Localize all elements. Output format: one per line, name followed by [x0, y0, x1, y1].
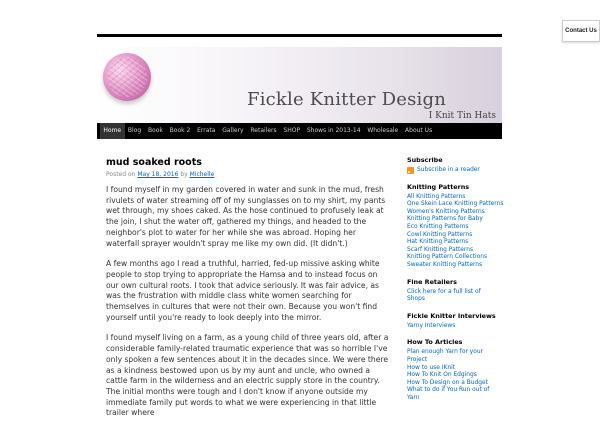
pattern-link[interactable]: Knitting Patterns for Baby	[407, 216, 483, 223]
subscribe-row	[407, 167, 502, 175]
post-meta	[106, 171, 391, 178]
interviews-heading: Fickle Knitter Interviews	[407, 311, 496, 320]
howto-link[interactable]: How to use IKnit	[407, 364, 456, 371]
pattern-link[interactable]: Eco Knitting Patterns	[407, 223, 469, 230]
nav-errata[interactable]: Errata	[197, 127, 216, 134]
nav-blog[interactable]: Blog	[127, 127, 142, 134]
sidebar	[407, 156, 502, 410]
site-header[interactable]	[97, 47, 502, 123]
retailers-heading: Fine Retailers	[407, 277, 457, 286]
post-content	[106, 157, 391, 429]
subscribe-widget	[407, 156, 502, 175]
nav-wholesale[interactable]: Wholesale	[367, 127, 399, 134]
pattern-link[interactable]: Hat Knitting Patterns	[407, 239, 469, 246]
pattern-link[interactable]: Sweater Knitting Patterns	[407, 261, 483, 268]
post-entry	[106, 185, 391, 419]
by-label: by	[180, 171, 188, 178]
pattern-link[interactable]: Cowl Knitting Patterns	[407, 231, 473, 238]
howto-link[interactable]: How To Knit On Edgings	[407, 372, 477, 379]
nav-book-2[interactable]: Book 2	[169, 127, 191, 134]
howto-link[interactable]: How To Design on a Budget	[407, 379, 488, 386]
top-rule	[97, 34, 502, 37]
patterns-heading: Knitting Patterns	[407, 182, 470, 191]
nav-shows[interactable]: Shows in 2013-14	[306, 127, 361, 134]
retailers-widget	[407, 278, 502, 304]
subscribe-link[interactable]: Subscribe in a reader	[417, 167, 480, 173]
post-date-link[interactable]: May 18, 2016	[137, 171, 179, 178]
howto-link[interactable]: What to do if You Run out of	[407, 387, 490, 394]
patterns-widget	[407, 183, 502, 270]
rss-icon[interactable]	[407, 167, 414, 174]
main-nav	[97, 123, 502, 139]
retailers-link[interactable]: Shops	[407, 296, 425, 303]
pattern-link[interactable]: Knitting Pattern Collections	[407, 254, 488, 261]
interviews-link[interactable]: Yarny Interviews	[407, 322, 456, 329]
howto-link[interactable]: Yarn	[407, 394, 420, 401]
howto-link[interactable]: Plan enough Yarn for your	[407, 349, 483, 356]
yarn-ball-image	[103, 53, 151, 101]
posted-on-label: Posted on	[106, 171, 136, 178]
retailers-link[interactable]: Click here for a full list of	[407, 288, 481, 295]
howto-widget	[407, 338, 502, 402]
paragraph: I found myself in my garden covered in water and sunk in the mud, fresh rivulets of water streaming off of my sunglasses on to my shirt, my pants wet through, my shoes caked. As the hose continued to profusely leak at the join, I shut the water off, gathered my things, and headed to the neighbor's plot to water for her while she was abroad. Hoping her waterfall sprayer wouldn't spray me like my own did. (It didn't.)	[106, 185, 386, 248]
interviews-widget	[407, 312, 502, 331]
nav-about-us[interactable]: About Us	[405, 127, 433, 134]
site-tagline: I Knit Tin Hats	[428, 111, 496, 121]
pattern-link[interactable]: Scarf Knitting Patterns	[407, 246, 474, 253]
nav-shop[interactable]: SHOP	[283, 127, 301, 134]
nav-retailers[interactable]: Retailers	[250, 127, 277, 134]
nav-book[interactable]: Book	[147, 127, 163, 134]
pattern-link[interactable]: Women's Knitting Patterns	[407, 208, 485, 215]
post-title[interactable]: mud soaked roots	[106, 157, 202, 168]
pattern-link[interactable]: All Knitting Patterns	[407, 193, 466, 200]
nav-home[interactable]: Home	[100, 123, 125, 139]
post-author-link[interactable]: Michelle	[189, 171, 215, 178]
paragraph: A few months ago I read a truthful, harried, fed-up missive asking white people to stop trying to appropriate the Hamsa and to instead focus on our own cultural roots. I took that advice seriously. It was fair advice, as was the frustration with middle class white women searching for themselves in cultures that were not their own. Because you won't find yourself until you're ready to look deeply into the mirror.	[106, 259, 380, 322]
nav-gallery[interactable]: Gallery	[222, 127, 244, 134]
contact-us-button[interactable]: Contact Us	[562, 20, 600, 42]
subscribe-heading: Subscribe	[407, 156, 443, 164]
howto-link[interactable]: Project	[407, 356, 428, 363]
paragraph: I found myself living on a farm, as a young child of three years old, after a considerable family-related traumatic experience that was so horrible I've only spoken a few sentences about it in the decades since. We were there as a kindness bestowed upon us by my aunt and uncle, who owned a cattle farm in the wilderness and an electric supply store in the country. The initial months were tough and I don't know if anyone outside my immediate family put words to what we were experiencing in that little trailer where	[106, 333, 389, 418]
site-title[interactable]: Fickle Knitter Design	[247, 89, 447, 110]
howto-heading: How To Articles	[407, 338, 463, 347]
pattern-link[interactable]: One Skein Lace Knitting Patterns	[407, 201, 504, 208]
